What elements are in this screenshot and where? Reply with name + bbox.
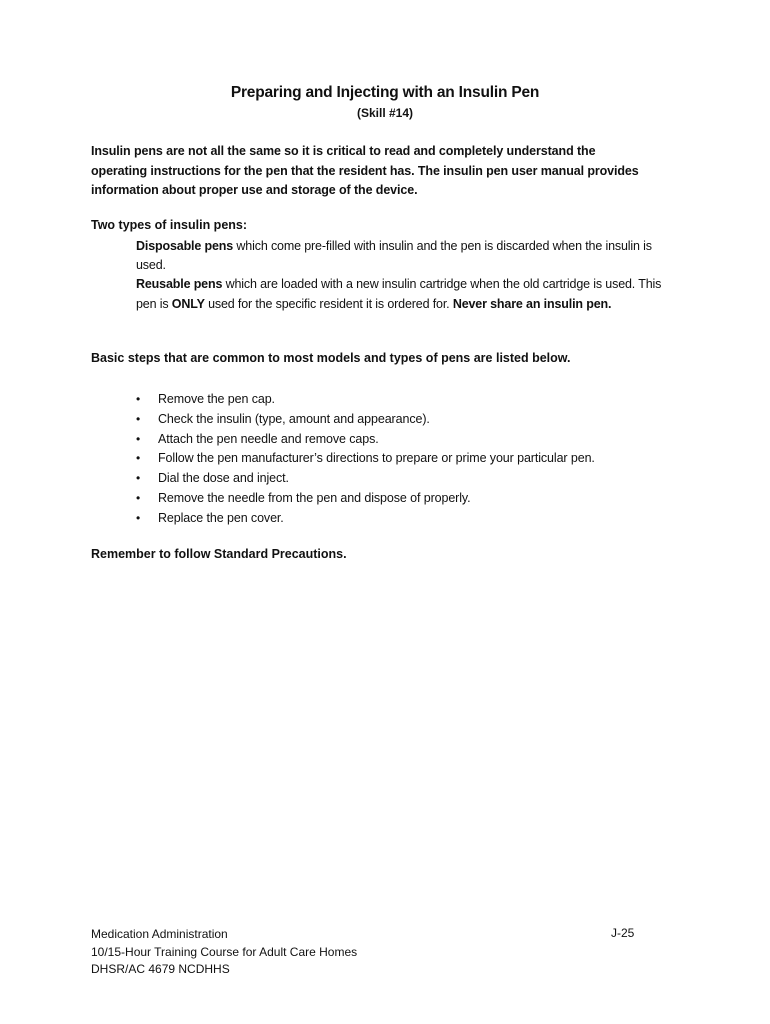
disposable-pens-label: Disposable pens bbox=[136, 239, 234, 253]
bullet-icon: • bbox=[136, 471, 141, 486]
steps-list bbox=[136, 390, 595, 529]
reusable-pens-label: Reusable pens bbox=[136, 277, 223, 292]
list-item bbox=[136, 410, 595, 430]
step-text: Replace the pen cover. bbox=[158, 510, 284, 525]
footer-line-3: DHSR/AC 4679 NCDHHS bbox=[91, 962, 230, 976]
step-text: Remove the pen cap. bbox=[158, 392, 275, 406]
disposable-pens-paragraph bbox=[136, 237, 672, 275]
steps-heading: Basic steps that are common to most models and types of pens are listed below. bbox=[91, 351, 571, 365]
bullet-icon: • bbox=[136, 411, 141, 426]
step-text: Follow the pen manufacturer’s directions to prepare or prime your particular pen. bbox=[158, 451, 595, 466]
bullet-icon: • bbox=[136, 490, 141, 505]
step-text: Dial the dose and inject. bbox=[158, 471, 289, 486]
reusable-pens-paragraph bbox=[136, 275, 672, 313]
bullet-icon: • bbox=[136, 510, 141, 525]
list-item bbox=[136, 489, 595, 509]
list-item bbox=[136, 509, 595, 529]
list-item bbox=[136, 430, 595, 450]
list-item bbox=[136, 449, 595, 469]
list-item bbox=[136, 390, 595, 410]
reusable-pens-text-1: which are loaded with a new insulin cartridge when the old cartridge is used. This pen is bbox=[136, 277, 662, 311]
page-footer bbox=[91, 926, 357, 979]
pen-types-list bbox=[136, 237, 672, 314]
reusable-only-emphasis: ONLY bbox=[171, 296, 205, 311]
types-heading: Two types of insulin pens: bbox=[91, 218, 248, 232]
footer-line-2: 10/15-Hour Training Course for Adult Care Homes bbox=[91, 944, 358, 959]
document-title: Preparing and Injecting with an Insulin Pen bbox=[230, 84, 540, 101]
document-subtitle: (Skill #14) bbox=[356, 106, 414, 120]
remember-note: Remember to follow Standard Precautions. bbox=[91, 547, 347, 561]
bullet-icon: • bbox=[136, 451, 141, 466]
never-share-warning: Never share an insulin pen. bbox=[452, 296, 612, 311]
disposable-pens-text: which come pre-filled with insulin and the pen is discarded when the insulin is used. bbox=[136, 239, 652, 273]
footer-line-1: Medication Administration bbox=[91, 927, 228, 941]
bullet-icon: • bbox=[136, 431, 141, 446]
step-text: Check the insulin (type, amount and appearance). bbox=[158, 411, 430, 426]
step-text: Remove the needle from the pen and dispose of properly. bbox=[158, 490, 471, 505]
intro-paragraph: Insulin pens are not all the same so it is critical to read and completely understand the operating instructions for the pen that the resident has. The insulin pen user manual provides information about proper use and storage of the device. bbox=[91, 144, 639, 197]
page-number: J-25 bbox=[611, 926, 635, 940]
bullet-icon: • bbox=[136, 392, 141, 406]
reusable-pens-text-2: used for the specific resident it is ordered for. bbox=[204, 296, 453, 311]
list-item bbox=[136, 469, 595, 489]
step-text: Attach the pen needle and remove caps. bbox=[158, 431, 379, 446]
